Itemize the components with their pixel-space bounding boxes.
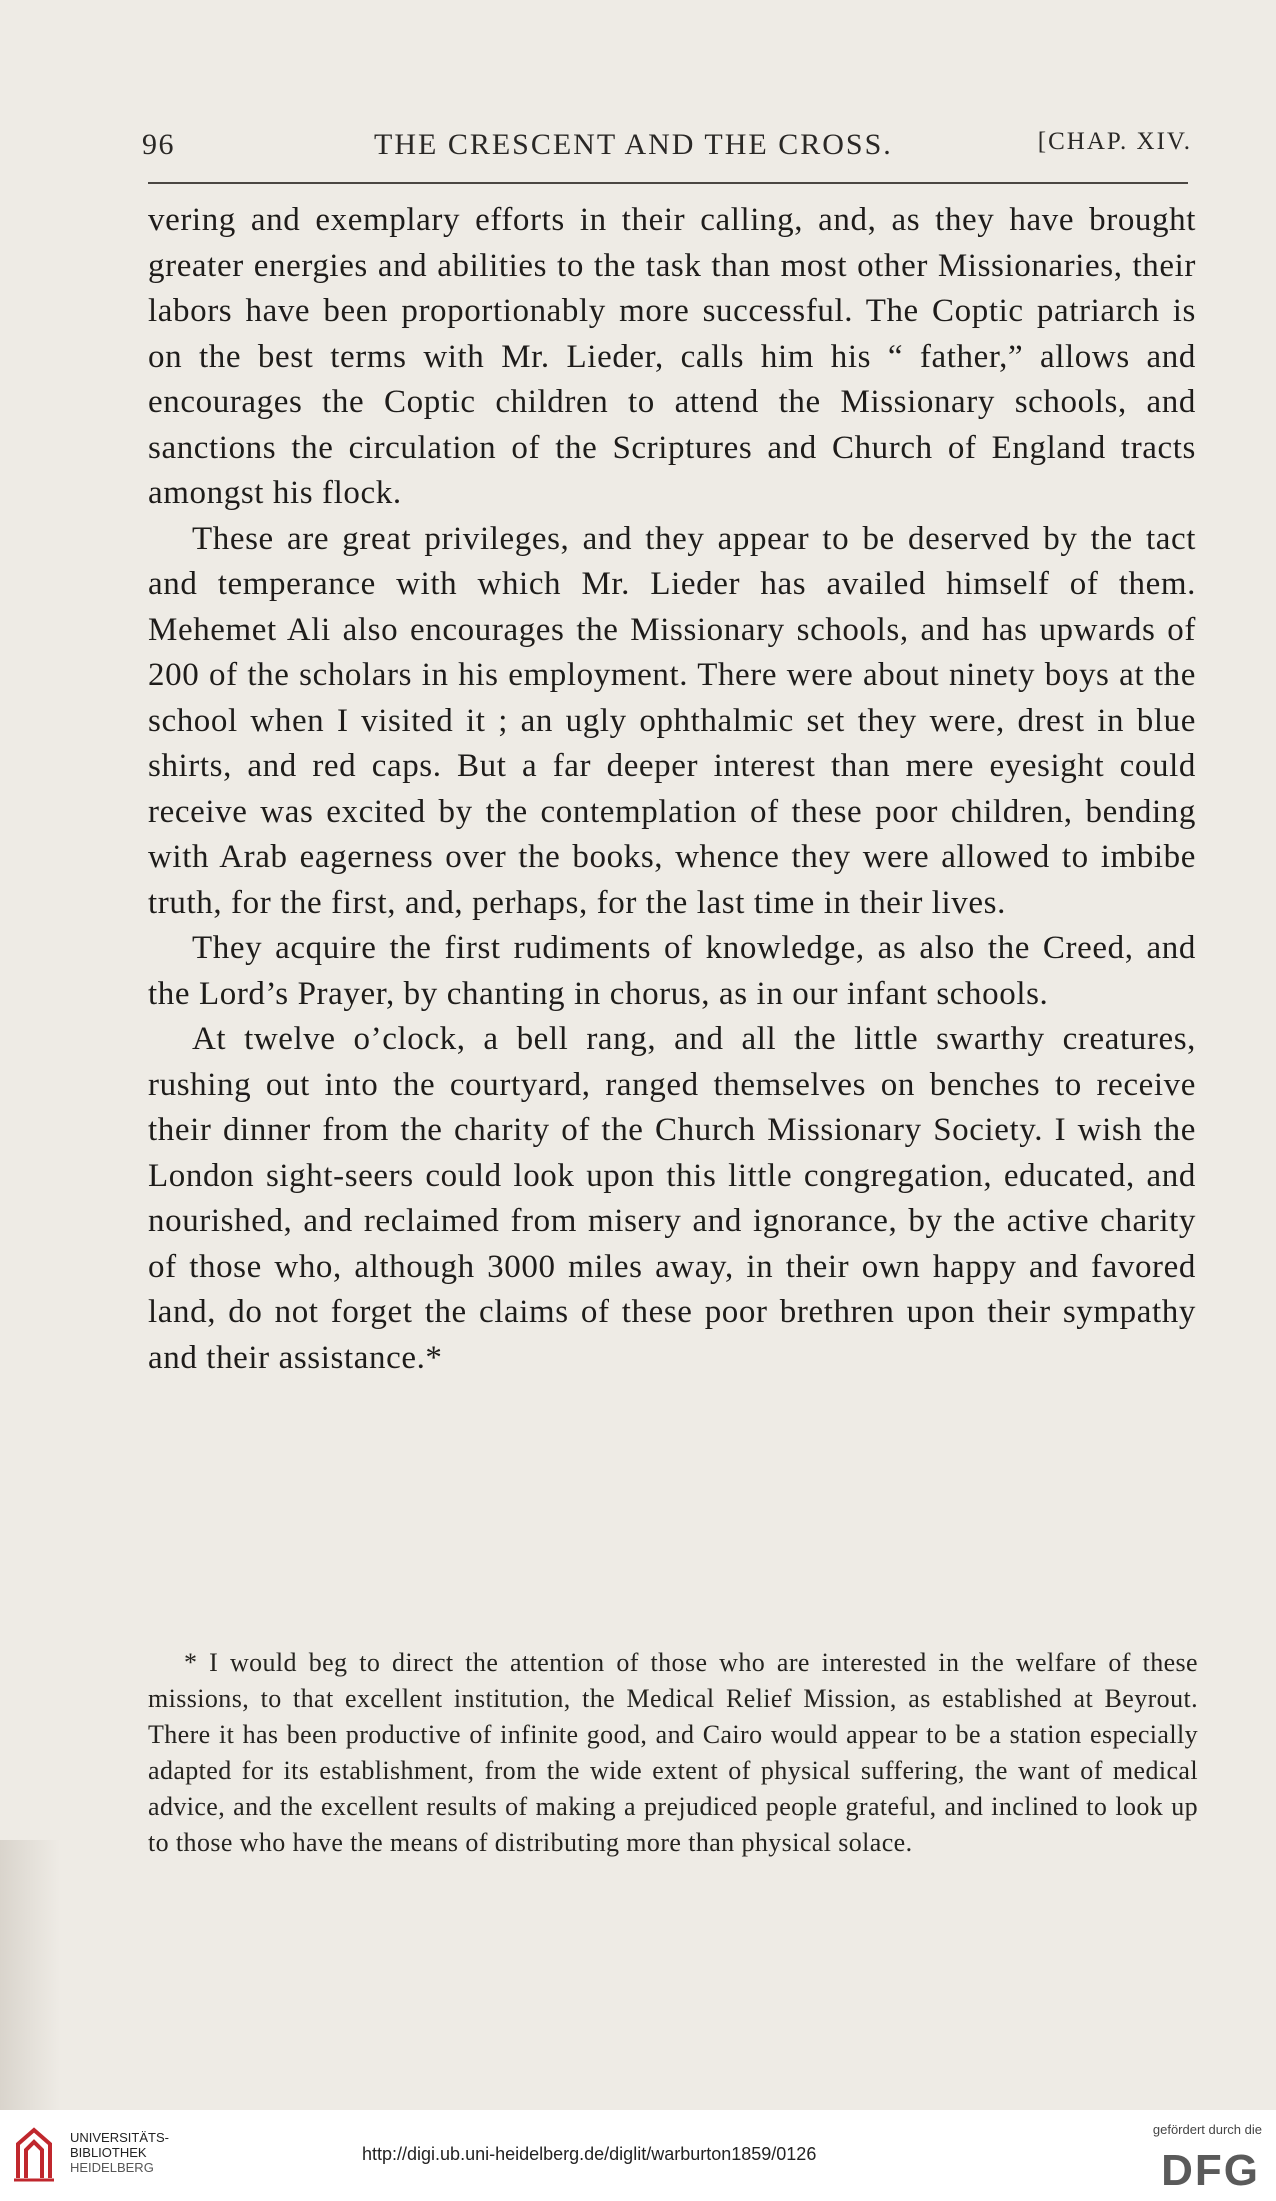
paragraph: vering and exemplary efforts in their calling, and, as they have brought greater energies and abilities to the task than most other Missionaries, their labors have been proportionably more successful. The Coptic patriarch is on the best terms with Mr. Lieder, calls him his “ father,” allows and encourages the Coptic children to attend the Missionary schools, and sanctions the circulation of the Scriptures and Church of England tracts amongst his flock. [148, 202, 1196, 511]
library-logo-icon [12, 2124, 58, 2184]
dfg-logo: DFG [1161, 2146, 1260, 2195]
paragraph: They acquire the first rudiments of knowledge, as also the Creed, and the Lord’s Prayer, by chanting in chorus, as in our infant schools. [148, 930, 1196, 1012]
running-title: THE CRESCENT AND THE CROSS. [374, 128, 893, 161]
paragraph: At twelve o’clock, a bell rang, and all the little swarthy creatures, rushing out into the courtyard, ranged themselves on benches to receive their dinner from the charity of the Church Missionary Society. I wish the London sight-seers could look upon this little congregation, educated, and nourished, and reclaimed from misery and ignorance, by the active charity of those who, although 3000 miles away, in their own happy and favored land, do not forget the claims of these poor brethren upon their sympathy and their assistance.* [148, 1021, 1196, 1376]
page-header [142, 122, 1192, 172]
source-url-link[interactable]: http://digi.ub.uni-heidelberg.de/diglit/warburton1859/0126 [362, 2144, 817, 2164]
chapter-label: [CHAP. XIV. [1037, 128, 1192, 155]
paragraph: These are great privileges, and they appear to be deserved by the tact and temperance with which Mr. Lieder has availed himself of them. Mehemet Ali also encourages the Missionary schools, and has upwards of 200 of the scholars in his employment. There were about ninety boys at the school when I visited it ; an ugly ophthalmic set they were, drest in blue shirts, and red caps. But a far deeper interest than mere eyesight could receive was excited by the contemplation of these poor children, bending with Arab eagerness over the books, whence they were allowed to imbibe truth, for the first, and, perhaps, for the last time in their lives. [148, 520, 1196, 921]
funded-by-label: gefördert durch die [1152, 2122, 1262, 2137]
body-text [148, 198, 1196, 1381]
page-number: 96 [142, 128, 175, 161]
header-rule [148, 182, 1188, 184]
page-edge-shadow [0, 1840, 60, 2110]
footnote: * I would beg to direct the attention of those who are interested in the welfare of these missions, to that excellent institution, the Medical Relief Mission, as established at Beyrout. There it has been productive of infinite good, and Cairo would appear to be a station especially adapted for its establishment, from the wide extent of physical suffering, the want of medical advice, and the excellent results of making a prejudiced people grateful, and inclined to look up to those who have the means of distributing more than physical solace. [148, 1648, 1198, 1857]
library-name: UNIVERSITÄTS- BIBLIOTHEK HEIDELBERG [70, 2130, 169, 2175]
digitization-footer [0, 2110, 1276, 2201]
